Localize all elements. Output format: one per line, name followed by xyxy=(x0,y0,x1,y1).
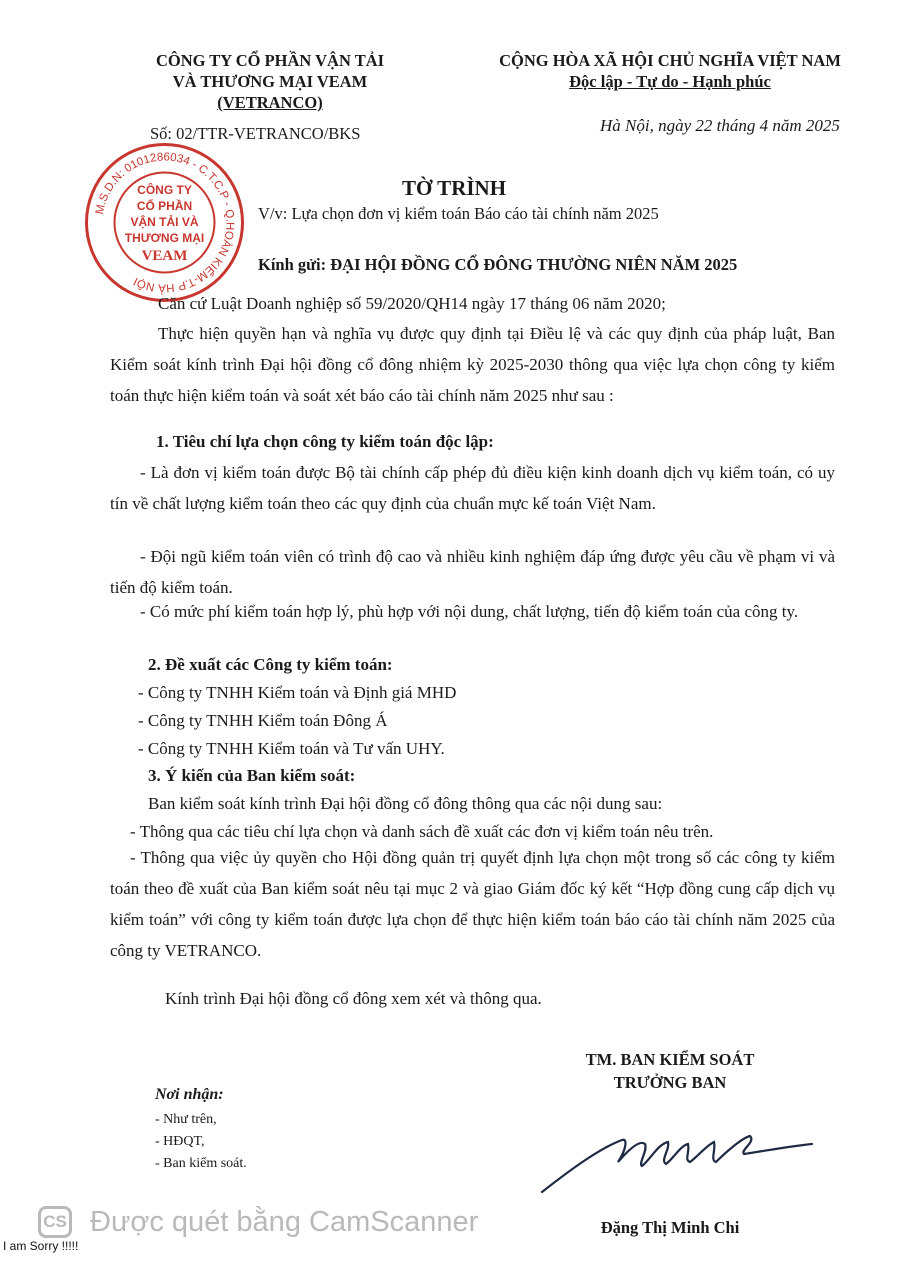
company-header xyxy=(130,50,410,113)
section3-item: - Thông qua các tiêu chí lựa chọn và danh sách đề xuất các đơn vị kiểm toán nêu trên. xyxy=(130,822,714,841)
stamp-line4: THƯƠNG MẠI xyxy=(124,231,205,245)
recipient-item: - Như trên, xyxy=(155,1112,217,1127)
camscanner-logo-icon: CS xyxy=(38,1206,72,1238)
legal-basis: Căn cứ Luật Doanh nghiệp số 59/2020/QH14 ngày 17 tháng 06 năm 2020; xyxy=(158,294,666,313)
section3-title: 3. Ý kiến của Ban kiểm soát: xyxy=(148,766,356,785)
document-number: Số: 02/TTR-VETRANCO/BKS xyxy=(150,124,361,143)
section3-item: - Thông qua việc ủy quyền cho Hội đồng quản trị quyết định lựa chọn một trong số các công ty kiểm toán theo đề xuất của Ban kiểm soát nêu tại mục 2 và giao Giám đốc ký kết “Hợp đồng cung cấp dịch vụ kiểm toán” với công ty kiểm toán được lựa chọn để thực hiện kiểm toán báo cáo tài chính năm 2025 của công ty VETRANCO. xyxy=(110,848,835,960)
company-stamp xyxy=(82,140,247,305)
company-name-line2: VÀ THƯƠNG MẠI VEAM xyxy=(172,72,368,91)
footer-note: I am Sorry !!!!! xyxy=(3,1239,79,1253)
nation-motto: Độc lập - Tự do - Hạnh phúc xyxy=(569,72,771,91)
closing-line: Kính trình Đại hội đồng cổ đông xem xét và thông qua. xyxy=(165,989,542,1008)
nation-name: CỘNG HÒA XÃ HỘI CHỦ NGHĨA VIỆT NAM xyxy=(499,51,841,70)
stamp-line3: VẬN TẢI VÀ xyxy=(130,215,199,229)
stamp-line1: CÔNG TY xyxy=(137,183,192,197)
auditor-item: - Công ty TNHH Kiểm toán và Định giá MHD xyxy=(138,683,457,702)
document-date: Hà Nội, ngày 22 tháng 4 năm 2025 xyxy=(600,116,840,135)
camscanner-watermark: Được quét bằng CamScanner xyxy=(90,1206,479,1238)
section2-title: 2. Đề xuất các Công ty kiểm toán: xyxy=(148,655,393,674)
company-name-line1: CÔNG TY CỔ PHẦN VẬN TẢI xyxy=(155,51,385,70)
handwritten-signature xyxy=(530,1120,820,1200)
document-title: TỜ TRÌNH xyxy=(401,176,507,200)
stamp-line5: VEAM xyxy=(141,248,188,264)
company-abbrev: (VETRANCO) xyxy=(217,93,323,112)
auditor-item: - Công ty TNHH Kiểm toán và Tư vấn UHY. xyxy=(138,739,445,758)
stamp-outer-text: M.S.D.N: 0101286034 - C.T.C.P - Q.HOÀN KIẾM-T.P HÀ NỘI xyxy=(93,151,236,294)
signature-title-line2: TRƯỞNG BAN xyxy=(613,1073,727,1092)
signer-name: Đặng Thị Minh Chi xyxy=(600,1218,740,1237)
signature-title-line1: TM. BAN KIỂM SOÁT xyxy=(585,1050,755,1069)
section1-item: - Đội ngũ kiểm toán viên có trình độ cao và nhiều kinh nghiệm đáp ứng được yêu cầu về phạm vi và tiến độ kiểm toán. xyxy=(110,547,835,597)
document-recipient: Kính gửi: ĐẠI HỘI ĐỒNG CỔ ĐÔNG THƯỜNG NIÊN NĂM 2025 xyxy=(258,255,738,274)
recipient-item: - Ban kiểm soát. xyxy=(155,1156,247,1171)
signature-title xyxy=(520,1048,820,1094)
section1-item: - Có mức phí kiểm toán hợp lý, phù hợp với nội dung, chất lượng, tiến độ kiểm toán của công ty. xyxy=(140,602,799,621)
section3-intro: Ban kiểm soát kính trình Đại hội đồng cổ đông thông qua các nội dung sau: xyxy=(148,794,663,813)
nation-header xyxy=(470,50,870,92)
recipients-heading: Nơi nhận: xyxy=(155,1086,224,1103)
section1-title: 1. Tiêu chí lựa chọn công ty kiểm toán độc lập: xyxy=(156,432,494,451)
recipient-item: - HĐQT, xyxy=(155,1134,205,1149)
auditor-item: - Công ty TNHH Kiểm toán Đông Á xyxy=(138,711,388,730)
stamp-line2: CỔ PHẦN xyxy=(136,199,193,213)
intro-paragraph: Thực hiện quyền hạn và nghĩa vụ được quy định tại Điều lệ và các quy định của pháp luật, Ban Kiểm soát kính trình Đại hội đồng cổ đông nhiệm kỳ 2025-2030 thông qua việc lựa chọn công ty kiểm toán thực hiện kiểm toán và soát xét báo cáo tài chính năm 2025 như sau : xyxy=(110,324,835,405)
section1-item: - Là đơn vị kiểm toán được Bộ tài chính cấp phép đủ điều kiện kinh doanh dịch vụ kiểm toán, có uy tín về chất lượng kiểm toán theo các quy định của chuẩn mực kế toán Việt Nam. xyxy=(110,463,835,513)
document-subject: V/v: Lựa chọn đơn vị kiểm toán Báo cáo tài chính năm 2025 xyxy=(258,204,659,223)
